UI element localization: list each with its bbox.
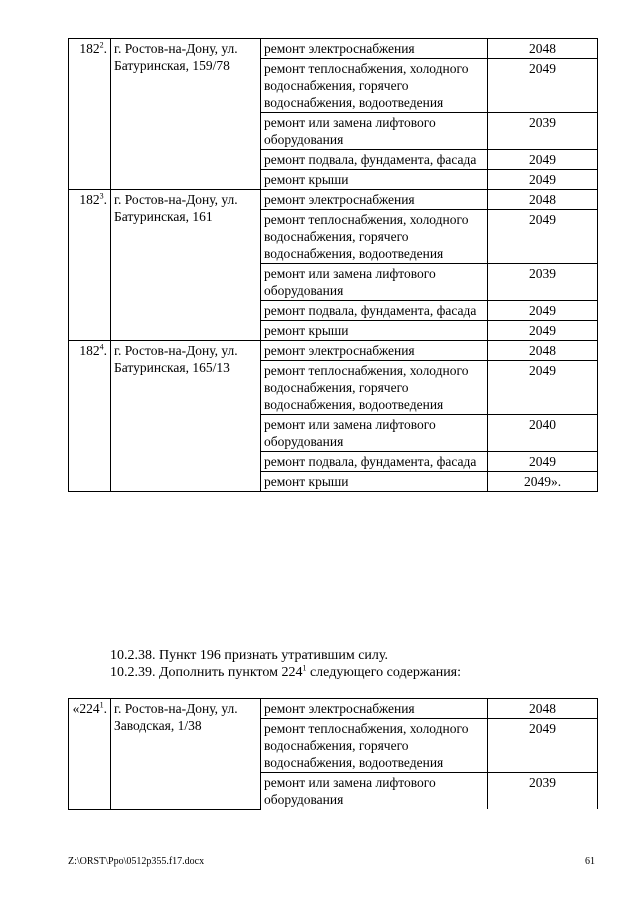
- year-cell: 2039: [488, 773, 598, 810]
- paragraph-10-2-39-sup: 1: [302, 663, 307, 673]
- work-type-cell: ремонт теплоснабжения, холодного водоснабжения, горячего водоснабжения, водоотведения: [261, 719, 488, 773]
- paragraph-10-2-39: [110, 664, 461, 681]
- paragraph-10-2-39-rest: следующего содержания:: [306, 665, 462, 680]
- address-cell: г. Ростов-на-Дону, ул. Батуринская, 165/13: [111, 341, 261, 492]
- year-cell: 2039: [488, 113, 598, 150]
- year-cell: 2048: [488, 699, 598, 719]
- work-type-cell: ремонт теплоснабжения, холодного водоснабжения, горячего водоснабжения, водоотведения: [261, 59, 488, 113]
- work-type-cell: ремонт электроснабжения: [261, 190, 488, 210]
- item-number-suffix: .: [103, 701, 107, 716]
- year-cell: 2049: [488, 59, 598, 113]
- work-type-cell: ремонт теплоснабжения, холодного водоснабжения, горячего водоснабжения, водоотведения: [261, 361, 488, 415]
- work-type-cell: ремонт теплоснабжения, холодного водоснабжения, горячего водоснабжения, водоотведения: [261, 210, 488, 264]
- work-type-cell: ремонт крыши: [261, 321, 488, 341]
- work-type-cell: ремонт или замена лифтового оборудования: [261, 264, 488, 301]
- work-type-cell: ремонт или замена лифтового оборудования: [261, 773, 488, 810]
- paragraph-10-2-39-text: 10.2.39. Дополнить пунктом 224: [110, 665, 303, 680]
- works-table-2-body: [69, 699, 598, 810]
- year-cell: 2049: [488, 301, 598, 321]
- work-type-cell: ремонт крыши: [261, 170, 488, 190]
- item-number: [69, 341, 111, 492]
- table-row: [69, 699, 598, 719]
- item-number-suffix: .: [103, 343, 107, 358]
- year-cell: 2049: [488, 361, 598, 415]
- item-number: [69, 190, 111, 341]
- item-number: [69, 699, 111, 810]
- table-row: [69, 39, 598, 59]
- item-number-sup: 1: [99, 700, 104, 710]
- year-cell: 2048: [488, 341, 598, 361]
- year-cell: 2039: [488, 264, 598, 301]
- work-type-cell: ремонт или замена лифтового оборудования: [261, 415, 488, 452]
- item-number: [69, 39, 111, 190]
- year-cell: 2049: [488, 150, 598, 170]
- work-type-cell: ремонт подвала, фундамента, фасада: [261, 150, 488, 170]
- works-table-1-body: [69, 39, 598, 492]
- item-number-sup: 4: [99, 342, 104, 352]
- year-cell: 2049: [488, 321, 598, 341]
- item-number-sup: 3: [99, 191, 104, 201]
- item-number-suffix: .: [103, 192, 107, 207]
- year-cell: 2040: [488, 415, 598, 452]
- item-number-main: 182: [79, 41, 100, 56]
- work-type-cell: ремонт подвала, фундамента, фасада: [261, 452, 488, 472]
- item-number-main: 182: [79, 192, 100, 207]
- year-cell: 2049: [488, 210, 598, 264]
- item-number-main: 182: [79, 343, 100, 358]
- address-cell: г. Ростов-на-Дону, ул. Батуринская, 161: [111, 190, 261, 341]
- year-cell: 2049».: [488, 472, 598, 492]
- footer-page-number: 61: [585, 856, 595, 867]
- year-cell: 2048: [488, 190, 598, 210]
- footer-file-path: Z:\ORST\Ppo\0512p355.f17.docx: [68, 856, 205, 867]
- work-type-cell: ремонт электроснабжения: [261, 39, 488, 59]
- work-type-cell: ремонт подвала, фундамента, фасада: [261, 301, 488, 321]
- work-type-cell: ремонт электроснабжения: [261, 699, 488, 719]
- table-row: [69, 341, 598, 361]
- address-cell: г. Ростов-на-Дону, ул. Батуринская, 159/78: [111, 39, 261, 190]
- works-table-2: [68, 698, 598, 810]
- year-cell: 2049: [488, 452, 598, 472]
- item-number-main: «224: [72, 701, 100, 716]
- item-number-sup: 2: [99, 40, 104, 50]
- work-type-cell: ремонт или замена лифтового оборудования: [261, 113, 488, 150]
- address-cell: г. Ростов-на-Дону, ул. Заводская, 1/38: [111, 699, 261, 810]
- work-type-cell: ремонт электроснабжения: [261, 341, 488, 361]
- paragraph-10-2-38: 10.2.38. Пункт 196 признать утратившим силу.: [110, 648, 388, 663]
- year-cell: 2049: [488, 170, 598, 190]
- item-number-suffix: .: [103, 41, 107, 56]
- year-cell: 2048: [488, 39, 598, 59]
- year-cell: 2049: [488, 719, 598, 773]
- works-table-1: [68, 38, 598, 492]
- work-type-cell: ремонт крыши: [261, 472, 488, 492]
- table-row: [69, 190, 598, 210]
